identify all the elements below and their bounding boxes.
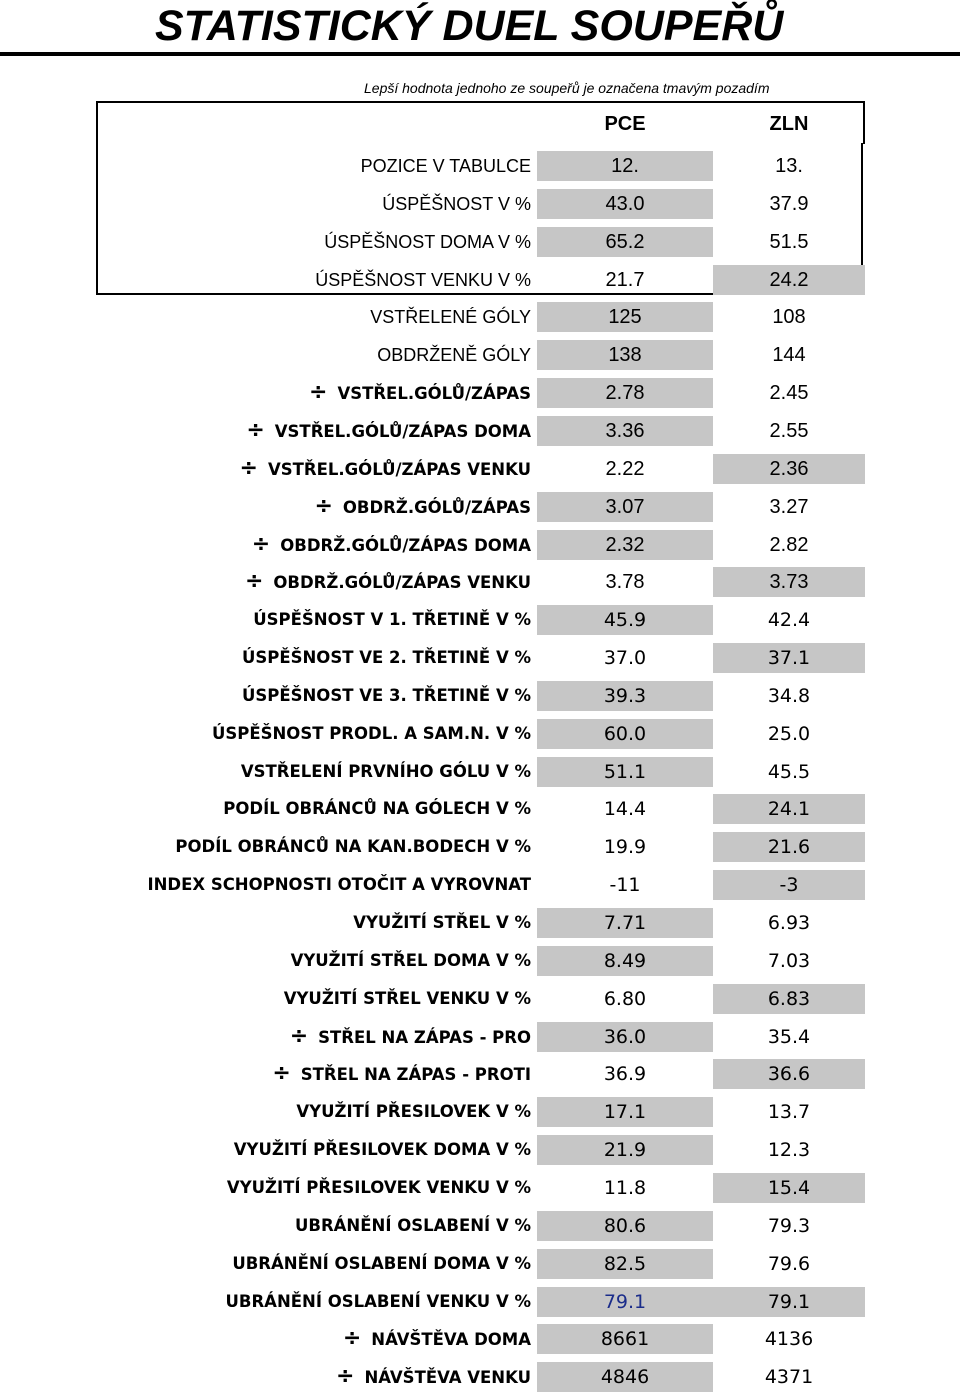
row-label-text: STŘEL NA ZÁPAS - PROTI [300, 1065, 531, 1085]
home-value: 17.1 [537, 1097, 713, 1127]
table-row [0, 1210, 960, 1242]
home-value: 80.6 [537, 1211, 713, 1241]
table-row [0, 566, 960, 598]
table-row [0, 1058, 960, 1090]
table-row [0, 301, 960, 333]
away-value: 25.0 [767, 722, 811, 745]
row-label-text: ÚSPĚŠNOST VENKU V % [315, 269, 531, 290]
team-away-header: ZLN [769, 113, 809, 135]
table-row [0, 1172, 960, 1204]
away-value: 21.6 [713, 832, 865, 862]
home-value: 125 [537, 302, 713, 332]
away-value: 15.4 [713, 1173, 865, 1203]
table-row [0, 339, 960, 371]
home-value: -11 [609, 874, 641, 897]
table-row [0, 793, 960, 825]
home-value: 36.9 [603, 1063, 647, 1086]
row-label [291, 945, 531, 977]
row-label-text: VSTŘEL.GÓLŮ/ZÁPAS VENKU [267, 459, 531, 479]
table-row [0, 945, 960, 977]
table-row [0, 1248, 960, 1280]
table-row [0, 907, 960, 939]
table-row [0, 264, 960, 296]
table-row [0, 680, 960, 712]
table-row [0, 1286, 960, 1318]
row-label-text: PODÍL OBRÁNCŮ NA KAN.BODECH V % [175, 837, 531, 857]
table-row [0, 869, 960, 901]
home-value: 12. [537, 151, 713, 181]
table-row [0, 491, 960, 523]
away-value: 13.7 [767, 1101, 811, 1124]
away-value: 3.27 [769, 495, 809, 518]
row-label-text: UBRÁNĚNÍ OSLABENÍ V % [294, 1215, 531, 1235]
away-value: 79.1 [713, 1287, 865, 1317]
row-label [223, 793, 531, 825]
row-label [252, 529, 531, 561]
away-value: 51.5 [769, 230, 809, 253]
home-value: 6.80 [603, 987, 647, 1010]
average-icon: ÷ [309, 380, 328, 406]
home-value: 3.78 [605, 571, 645, 594]
row-label [212, 718, 531, 750]
row-label [226, 1286, 532, 1318]
row-label-text: ÚSPĚŠNOST VE 2. TŘETINĚ V % [241, 648, 531, 668]
away-value: -3 [713, 870, 865, 900]
row-label [343, 1323, 531, 1355]
home-value: 3.07 [537, 492, 713, 522]
row-label [227, 1172, 531, 1204]
table-row [0, 415, 960, 447]
away-value: 13. [775, 155, 803, 177]
table-row [0, 453, 960, 485]
row-label-text: OBDRŽ.GÓLŮ/ZÁPAS DOMA [280, 535, 531, 555]
table-row [0, 529, 960, 561]
away-value: 2.55 [769, 419, 809, 442]
row-label [284, 983, 531, 1015]
row-label [315, 264, 531, 296]
row-label-text: PODÍL OBRÁNCŮ NA GÓLECH V % [223, 799, 531, 819]
table-row [0, 831, 960, 863]
table-row [0, 226, 960, 258]
row-label-text: UBRÁNĚNÍ OSLABENÍ VENKU V % [225, 1291, 531, 1311]
table-row [0, 756, 960, 788]
average-icon: ÷ [289, 1023, 309, 1049]
table-row [0, 150, 960, 182]
row-label-text: VYUŽITÍ PŘESILOVEK DOMA V % [233, 1140, 531, 1160]
row-label-text: ÚSPĚŠNOST V % [382, 193, 531, 214]
average-icon: ÷ [244, 569, 264, 595]
team-home-header: PCE [604, 113, 646, 135]
average-icon: ÷ [314, 493, 333, 519]
row-label-text: OBDRŽENĚ GÓLY [377, 345, 531, 366]
away-value: 7.03 [767, 949, 811, 972]
row-label [234, 1134, 531, 1166]
table-row [0, 377, 960, 409]
home-value: 7.71 [537, 908, 713, 938]
table-row [0, 642, 960, 674]
away-value: 35.4 [767, 1025, 811, 1048]
away-value: 2.82 [769, 533, 809, 556]
table-row [0, 983, 960, 1015]
away-value: 4136 [764, 1328, 814, 1351]
row-label-text: POZICE V TABULCE [360, 156, 531, 176]
row-label [242, 642, 531, 674]
row-label-text: VSTŘELENÍ PRVNÍHO GÓLU V % [240, 761, 531, 781]
row-label [353, 907, 531, 939]
home-value: 60.0 [537, 719, 713, 749]
away-value: 108 [772, 306, 806, 329]
row-label-text: VSTŘELENÉ GÓLY [370, 307, 531, 328]
row-label [336, 1361, 531, 1393]
home-value: 2.22 [605, 457, 645, 480]
away-value: 6.93 [767, 912, 811, 934]
away-value: 2.36 [713, 454, 865, 484]
row-label [370, 301, 531, 333]
row-label [324, 226, 531, 258]
away-value: 45.5 [767, 760, 811, 783]
average-icon: ÷ [239, 455, 258, 481]
home-value: 2.32 [537, 530, 713, 560]
row-label-text: INDEX SCHOPNOSTI OTOČIT A VYROVNAT [147, 875, 531, 895]
row-label [241, 756, 531, 788]
home-value: 21.9 [537, 1135, 713, 1165]
row-label-text: ÚSPĚŠNOST DOMA V % [324, 231, 531, 252]
home-value: 21.7 [605, 268, 645, 291]
away-value: 42.4 [767, 609, 811, 632]
home-value: 138 [537, 340, 713, 370]
row-label-text: NÁVŠTĚVA VENKU [364, 1368, 531, 1388]
row-label [290, 1021, 531, 1053]
table-row [0, 1096, 960, 1128]
row-label-text: STŘEL NA ZÁPAS - PRO [318, 1027, 531, 1047]
row-label [240, 453, 531, 485]
page-title: STATISTICKÝ DUEL SOUPEŘŮ [155, 2, 784, 50]
away-value: 3.73 [713, 567, 865, 597]
home-value: 39.3 [537, 681, 713, 711]
home-value: 14.4 [603, 798, 647, 821]
row-label-text: VYUŽITÍ STŘEL V % [353, 913, 531, 932]
away-value: 34.8 [767, 684, 811, 707]
row-label [377, 339, 531, 371]
home-value: 11.8 [603, 1176, 647, 1199]
table-row [0, 1021, 960, 1053]
away-value: 144 [772, 344, 806, 367]
away-value: 2.45 [769, 382, 809, 405]
row-label-text: ÚSPĚŠNOST PRODL. A SAM.N. V % [211, 723, 531, 743]
average-icon: ÷ [272, 1061, 291, 1087]
table-row [0, 1323, 960, 1355]
legend-note: Lepší hodnota jednoho ze soupeřů je označena tmavým pozadím [364, 80, 770, 96]
row-label [232, 1248, 531, 1280]
row-label [272, 1058, 531, 1090]
away-value: 36.6 [713, 1059, 865, 1089]
row-label-text: ÚSPĚŠNOST VE 3. TŘETINĚ V % [241, 685, 531, 705]
home-value: 36.0 [537, 1022, 713, 1052]
away-value: 79.6 [767, 1252, 811, 1275]
table-row [0, 1134, 960, 1166]
row-label [314, 491, 531, 523]
row-label-text: UBRÁNĚNÍ OSLABENÍ DOMA V % [232, 1253, 531, 1273]
table-row [0, 604, 960, 636]
row-label-text: OBDRŽ.GÓLŮ/ZÁPAS VENKU [273, 573, 531, 593]
average-icon: ÷ [251, 531, 271, 557]
row-label [309, 377, 531, 409]
row-label-text: VSTŘEL.GÓLŮ/ZÁPAS DOMA [274, 421, 531, 441]
row-label [246, 415, 531, 447]
row-label [296, 1096, 531, 1128]
row-label [175, 831, 531, 863]
home-value: 37.0 [603, 647, 647, 670]
away-value: 79.3 [767, 1214, 811, 1237]
table-row [0, 718, 960, 750]
average-icon: ÷ [336, 1364, 355, 1390]
home-value: 8.49 [537, 946, 713, 976]
away-value: 37.9 [769, 192, 809, 215]
row-label-text: OBDRŽ.GÓLŮ/ZÁPAS [342, 497, 531, 517]
row-label [147, 869, 531, 901]
row-label [361, 150, 531, 182]
row-label [382, 188, 531, 220]
row-label-text: VSTŘEL.GÓLŮ/ZÁPAS [337, 384, 531, 404]
table-row [0, 188, 960, 220]
row-label-text: VYUŽITÍ STŘEL VENKU V % [283, 988, 531, 1008]
home-value: 8661 [537, 1324, 713, 1354]
row-label-text: VYUŽITÍ PŘESILOVEK V % [296, 1102, 531, 1122]
away-value: 24.2 [713, 265, 865, 295]
home-value: 19.9 [603, 836, 647, 859]
home-value: 65.2 [537, 227, 713, 257]
row-label-text: VYUŽITÍ STŘEL DOMA V % [290, 950, 531, 970]
row-label [242, 680, 531, 712]
row-label [295, 1210, 531, 1242]
home-value: 45.9 [537, 605, 713, 635]
away-value: 24.1 [713, 794, 865, 824]
row-label [245, 566, 531, 598]
home-value: 2.78 [537, 378, 713, 408]
row-label-text: NÁVŠTĚVA DOMA [371, 1330, 531, 1350]
row-label-text: ÚSPĚŠNOST V 1. TŘETINĚ V % [253, 610, 531, 630]
away-value: 12.3 [767, 1139, 811, 1162]
average-icon: ÷ [246, 417, 265, 443]
row-label [253, 604, 531, 636]
home-value: 51.1 [537, 757, 713, 787]
home-value: 3.36 [537, 416, 713, 446]
away-value: 37.1 [713, 643, 865, 673]
home-value: 82.5 [537, 1249, 713, 1279]
home-value: 79.1 [537, 1287, 713, 1317]
home-value: 4846 [537, 1362, 713, 1392]
home-value: 43.0 [537, 189, 713, 219]
row-label-text: VYUŽITÍ PŘESILOVEK VENKU V % [226, 1177, 531, 1197]
table-row [0, 1361, 960, 1393]
average-icon: ÷ [342, 1326, 362, 1352]
away-value: 4371 [764, 1366, 814, 1389]
away-value: 6.83 [713, 984, 865, 1014]
